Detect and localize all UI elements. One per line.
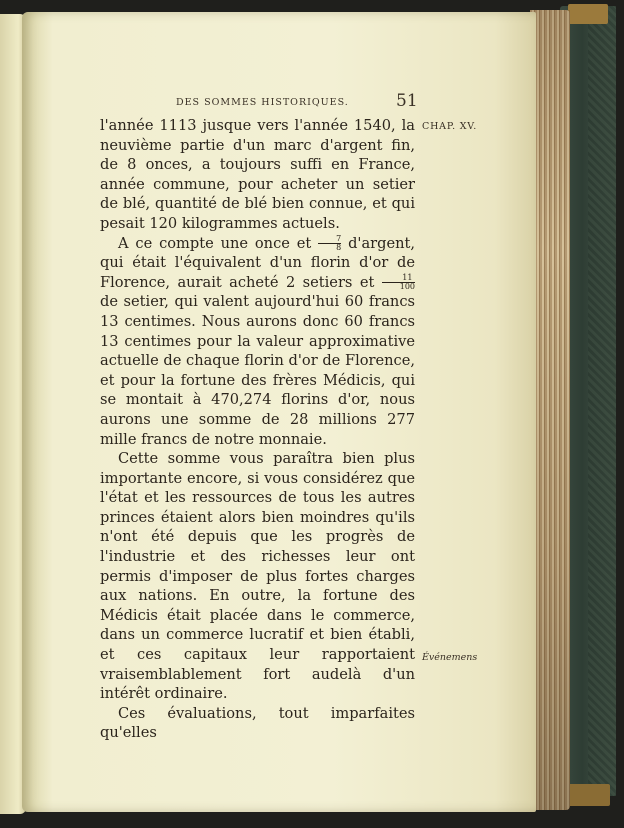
paragraph-2 <box>100 234 415 450</box>
paragraph-2-part-a: A ce compte une once et <box>118 234 312 252</box>
marginal-note-evenemens: Événemens <box>422 652 478 663</box>
page-number: 51 <box>396 91 418 111</box>
paragraph-4: Ces évaluations, tout imparfaites qu'elles <box>100 704 415 742</box>
fraction-seven-eighths: $\frac{7}{8}$ <box>318 235 341 252</box>
running-title: DES SOMMES HISTORIQUES. <box>176 97 349 108</box>
running-header <box>176 91 476 111</box>
page-edges <box>530 10 570 810</box>
paragraph-2-part-c: de setier, qui valent aujourd'hui 60 francs 13 centimes. Nous aurons donc 60 francs 13 centimes pour la valeur approximative actuelle de chaque florin d'or de Florence, et pour la fortune des frères Médicis, qui se montait à 470,274 florins d'or, nous aurons une somme de 28 millions 277 mille francs de notre monnaie. <box>100 293 415 448</box>
body-text <box>100 116 415 743</box>
fraction-eleven-hundredths: $\frac{11}{100}$ <box>382 274 415 291</box>
chapter-marginal: CHAP. XV. <box>422 121 478 132</box>
paragraph-3: Cette somme vous paraîtra bien plus importante encore, si vous considérez que l'état et les ressources de tous les autres princes étaient alors bien moindres qu'ils n'ont été depuis que les progrès de l'industrie et des richesses leur ont permis d'imposer de plus fortes charges aux nations. En outre, la fortune des Médicis était placée dans le commerce, dans un commerce lucratif et bien établi, et ces capitaux leur rapportaient vraisemblablement fort audelà d'un intérêt ordinaire. <box>100 450 415 703</box>
cover-corner-top <box>568 4 608 24</box>
paragraph-2-part-b: d'argent, qui était l'équivalent d'un florin d'or de Florence, aurait acheté 2 setiers et <box>100 234 416 291</box>
paragraph-1: l'année 1113 jusque vers l'année 1540, la neuvième partie d'un marc d'argent fin, de 8 onces, a toujours suffi en France, année commune, pour acheter un setier de blé, quantité de blé bien connue, et qui pesait 120 kilogrammes actuels. <box>100 117 415 232</box>
